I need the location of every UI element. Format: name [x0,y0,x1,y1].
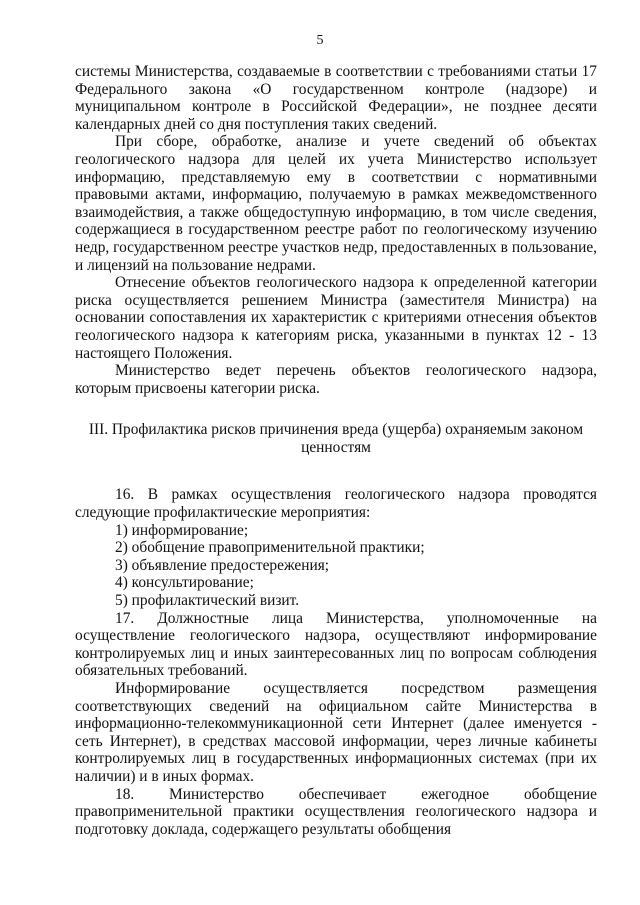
list-item: 3) объявление предостережения; [115,556,330,574]
point-17: 17. Должностные лица Министерства, уполномоченные на осуществление геологического надзора, осуществляют информирование контролируемых лиц и иных заинтересованных лиц по вопросам соблюдения обязательных требований. [75,609,597,680]
page-number: 5 [316,33,324,48]
paragraph-risk-categorization: Отнесение объектов геологического надзора к определенной категории риска осуществляется решением Министра (заместителя Министра) на основании сопоставления их характеристик с критериями отнесения объектов геологического надзора к категориям риска, указанными в пунктах 12 - 13 настоящего Положения. [75,274,597,362]
document-body [75,63,597,838]
list-item: 4) консультирование; [115,574,254,592]
point-16-intro: 16. В рамках осуществления геологического надзора проводятся следующие профилактические мероприятия: [75,486,597,522]
list-item: 2) обобщение правоприменительной практики; [115,539,425,557]
list-item: 5) профилактический визит. [115,592,300,610]
section-heading: III. Профилактика рисков причинения вреда (ущерба) охраняемым законом ценностям [88,421,584,456]
paragraph-data-collection: При сборе, обработке, анализе и учете сведений об объектах геологического надзора для целей их учета Министерство использует информацию, представляемую ему в соответствии с нормативными правовыми актами, информацию, получаемую в рамках межведомственного взаимодействия, а также общедоступную информацию, в том числе сведения, содержащиеся в государственном реестре работ по геологическому изучению недр, государственном реестре участков недр, предоставленных в пользование, и лицензий на пользование недрами. [75,133,597,274]
list-item: 1) информирование; [115,521,249,539]
paragraph-informing: Информирование осуществляется посредством размещения соответствующих сведений на официальном сайте Министерства в информационно-телекоммуникационной сети Интернет (далее именуется - сеть Интернет), в средствах массовой информации, через личные кабинеты контролируемых лиц в государственных информационных системах (при их наличии) и в иных формах. [75,680,597,785]
paragraph-risk-list: Министерство ведет перечень объектов геологического надзора, которым присвоены категории риска. [75,362,597,397]
paragraph-continuation: системы Министерства, создаваемые в соответствии с требованиями статьи 17 Федерального закона «О государственном контроле (надзоре) и муниципальном контроле в Российской Федерации», не позднее десяти календарных дней со дня поступления таких сведений. [75,63,597,133]
point-18: 18. Министерство обеспечивает ежегодное обобщение правоприменительной практики осуществления геологического надзора и подготовку доклада, содержащего результаты обобщения [75,785,597,838]
